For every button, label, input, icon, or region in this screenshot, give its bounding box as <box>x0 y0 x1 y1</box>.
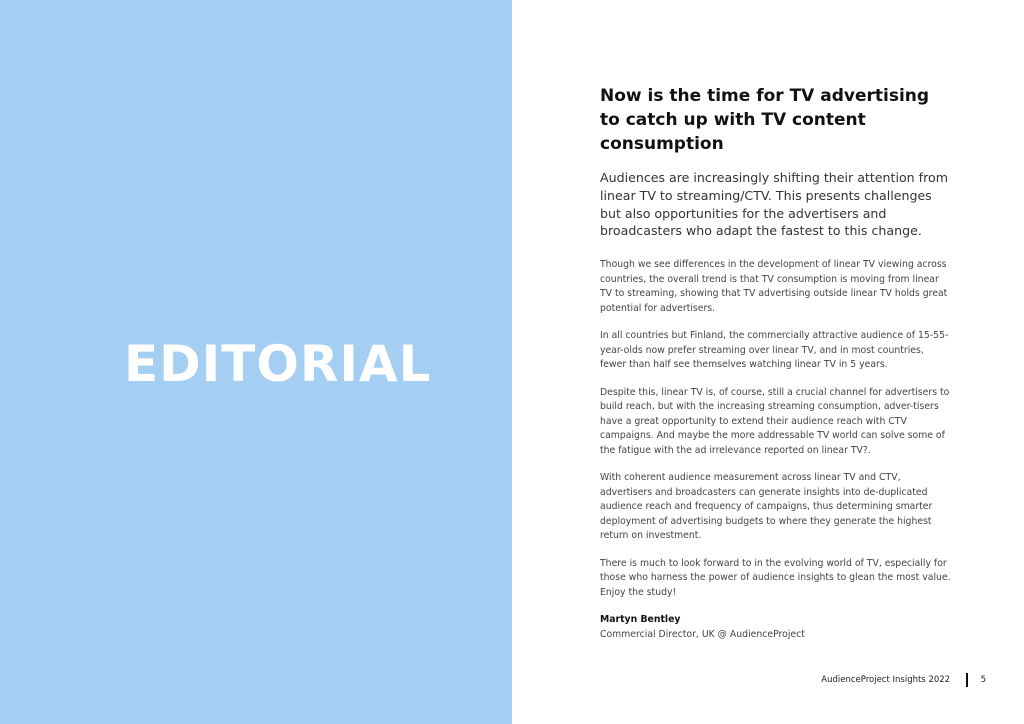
section-title: EDITORIAL <box>124 335 432 393</box>
author-name: Martyn Bentley <box>600 614 681 626</box>
article-paragraph: With coherent audience measurement across linear TV and CTV, advertisers and broadcasters can generate insights into de-duplicated audience reach and frequency of campaigns, thus determining smarter deployment of advertising budgets to where they generate the highest return on investment. <box>600 472 933 542</box>
article <box>600 84 952 642</box>
author-role: Commercial Director, UK @ AudienceProject <box>600 629 805 641</box>
right-text-panel <box>512 0 1024 724</box>
footer-publication: AudienceProject Insights 2022 <box>821 675 951 685</box>
article-paragraph: In all countries but Finland, the commercially attractive audience of 15-55-year-olds now prefer streaming over linear TV, and in most countries, fewer than half see themselves watching linear TV in 5 years. <box>600 330 949 371</box>
article-paragraph: Though we see differences in the development of linear TV viewing across countries, the overall trend is that TV consumption is moving from linear TV to streaming, showing that TV advertising outside linear TV holds great potential for advertisers. <box>600 259 948 314</box>
article-lead: Audiences are increasingly shifting their attention from linear TV to streaming/CTV. This presents challenges but also opportunities for the advertisers and broadcasters who adapt the fastest to this change. <box>600 170 948 239</box>
footer-divider <box>966 673 968 687</box>
page-number: 5 <box>980 675 986 685</box>
article-paragraph: There is much to look forward to in the evolving world of TV, especially for those who harness the power of audience insights to glean the most value. Enjoy the study! <box>600 557 951 598</box>
article-paragraph: Despite this, linear TV is, of course, still a crucial channel for advertisers to build reach, but with the increasing streaming consumption, adver-tisers have a great opportunity to extend their audience reach with CTV campaigns. And maybe the more addressable TV world can solve some of the fatigue with the ad irrelevance reported on linear TV?. <box>600 386 950 456</box>
article-headline: Now is the time for TV advertising to catch up with TV content consumption <box>600 86 930 154</box>
page-footer <box>821 672 986 688</box>
